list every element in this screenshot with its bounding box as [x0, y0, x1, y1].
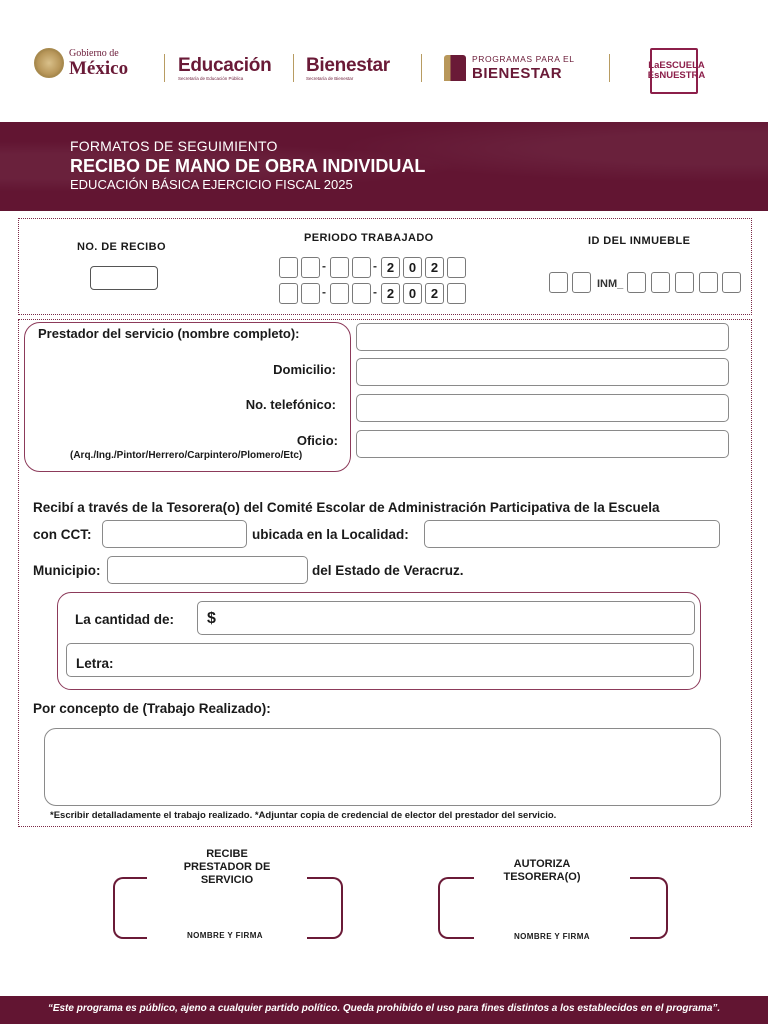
periodo-start-year-2: 0: [403, 257, 422, 278]
logo-divider: [609, 54, 610, 82]
inmueble-cell-2[interactable]: [572, 272, 591, 293]
date-separator: -: [373, 259, 377, 273]
periodo-end-year-3: 2: [425, 283, 444, 304]
currency-symbol: $: [207, 610, 216, 627]
date-separator: -: [322, 285, 326, 299]
banner-fiscal-line: EDUCACIÓN BÁSICA EJERCICIO FISCAL 2025: [70, 177, 353, 192]
inmueble-cell-1[interactable]: [549, 272, 568, 293]
bienestar-logo: [306, 56, 390, 82]
gobierno-logo-small: Gobierno de: [69, 47, 119, 59]
recibe-title-line3: SERVICIO: [200, 874, 254, 886]
domicilio-label: Domicilio:: [273, 362, 336, 377]
concepto-label: Por concepto de (Trabajo Realizado):: [33, 701, 271, 716]
educacion-logo: [178, 56, 271, 82]
cct-input[interactable]: [102, 520, 247, 548]
recibe-signature-bracket-right: [307, 877, 343, 939]
cct-label: con CCT:: [33, 527, 92, 542]
periodo-end-month-2[interactable]: [352, 283, 371, 304]
periodo-start-day-2[interactable]: [301, 257, 320, 278]
inmueble-cell-6[interactable]: [699, 272, 718, 293]
programas-logo-small: PROGRAMAS PARA EL: [472, 54, 575, 65]
periodo-end-year-1: 2: [381, 283, 400, 304]
page-title: RECIBO DE MANO DE OBRA INDIVIDUAL: [70, 156, 426, 176]
recibo-number-input[interactable]: [90, 266, 158, 290]
autoriza-signature-bracket-left: [438, 877, 474, 939]
domicilio-input[interactable]: [356, 358, 729, 386]
logo-divider: [164, 54, 165, 82]
cantidad-label: La cantidad de:: [75, 612, 175, 627]
autoriza-signature-area[interactable]: [476, 890, 628, 924]
telefono-label: No. telefónico:: [245, 397, 336, 412]
recibe-signature-title: [165, 848, 289, 887]
inmueble-cell-5[interactable]: [675, 272, 694, 293]
inmueble-cell-7[interactable]: [722, 272, 741, 293]
municipio-label: Municipio:: [33, 563, 101, 578]
recibe-title-line1: RECIBE: [206, 848, 248, 860]
oficio-hint: (Arq./Ing./Pintor/Herrero/Carpintero/Plomero/Etc): [70, 450, 303, 461]
instructions-note: *Escribir detalladamente el trabajo realizado. *Adjuntar copia de credencial de elector del prestador del servicio.: [50, 810, 557, 821]
oficio-input[interactable]: [356, 430, 729, 458]
autoriza-signature-caption: NOMBRE Y FIRMA: [514, 932, 590, 941]
periodo-start-month-2[interactable]: [352, 257, 371, 278]
date-separator: -: [322, 259, 326, 273]
inmueble-prefix: INM_: [597, 278, 624, 290]
periodo-end-day-1[interactable]: [279, 283, 298, 304]
gobierno-de-mexico-logo: [34, 48, 128, 78]
logo-divider: [421, 54, 422, 82]
autoriza-signature-bracket-right: [630, 877, 668, 939]
localidad-input[interactable]: [424, 520, 720, 548]
periodo-start-year-4[interactable]: [447, 257, 466, 278]
autoriza-title-line2: TESORERA(O): [503, 871, 581, 883]
periodo-start-day-1[interactable]: [279, 257, 298, 278]
educacion-logo-big: Educación: [178, 55, 272, 76]
recibe-signature-bracket-left: [113, 877, 147, 939]
periodo-end-year-4[interactable]: [447, 283, 466, 304]
escuela-logo-line2: EsNUESTRA: [647, 70, 706, 81]
inmueble-label: ID DEL INMUEBLE: [588, 235, 691, 247]
educacion-logo-small: Secretaría de Educación Pública: [178, 76, 244, 81]
autoriza-title-line1: AUTORIZA: [513, 858, 571, 870]
national-seal-icon: [34, 48, 64, 78]
recibi-paragraph-line1: Recibí a través de la Tesorera(o) del Comité Escolar de Administración Participativa de la Escuela: [33, 500, 660, 515]
municipio-input[interactable]: [107, 556, 308, 584]
la-escuela-es-nuestra-logo: [647, 48, 706, 94]
recibe-signature-caption: NOMBRE Y FIRMA: [187, 931, 263, 940]
autoriza-signature-title: [490, 858, 594, 884]
escuela-logo-line1: LaESCUELA: [648, 59, 705, 71]
periodo-end-day-2[interactable]: [301, 283, 320, 304]
programas-logo-big: BIENESTAR: [472, 64, 563, 82]
periodo-start-month-1[interactable]: [330, 257, 349, 278]
recibe-title-line2: PRESTADOR DE: [183, 861, 271, 873]
inmueble-cell-3[interactable]: [627, 272, 646, 293]
gobierno-logo-big: México: [69, 57, 129, 79]
concepto-textarea[interactable]: [44, 728, 721, 806]
recibe-signature-area[interactable]: [150, 890, 302, 924]
estado-text: del Estado de Veracruz.: [312, 563, 464, 578]
recibo-number-label: NO. DE RECIBO: [77, 241, 166, 253]
date-separator: -: [373, 285, 377, 299]
periodo-end-month-1[interactable]: [330, 283, 349, 304]
inmueble-cell-4[interactable]: [651, 272, 670, 293]
bienestar-logo-small: Secretaría de Bienestar: [306, 76, 354, 81]
periodo-start-year-3: 2: [425, 257, 444, 278]
nombre-input[interactable]: [356, 323, 729, 351]
cantidad-input[interactable]: [197, 601, 695, 635]
legal-footer: “Este programa es público, ajeno a cualquier partido político. Queda prohibido el uso para fines distintos a los establecidos en el programa”.: [0, 996, 768, 1024]
title-banner: [0, 122, 768, 211]
letra-label: Letra:: [76, 656, 114, 671]
localidad-label: ubicada en la Localidad:: [252, 527, 409, 542]
bienestar-logo-big: Bienestar: [306, 55, 390, 76]
banner-subtitle: FORMATOS DE SEGUIMIENTO: [70, 138, 278, 154]
oficio-label: Oficio:: [296, 433, 338, 448]
periodo-start-year-1: 2: [381, 257, 400, 278]
nombre-label: Prestador del servicio (nombre completo):: [38, 326, 300, 341]
periodo-label: PERIODO TRABAJADO: [304, 232, 434, 244]
logo-divider: [293, 54, 294, 82]
periodo-end-year-2: 0: [403, 283, 422, 304]
programas-bienestar-logo: [444, 55, 575, 81]
programas-mark-icon: [444, 55, 466, 81]
telefono-input[interactable]: [356, 394, 729, 422]
letra-input[interactable]: [66, 643, 694, 677]
